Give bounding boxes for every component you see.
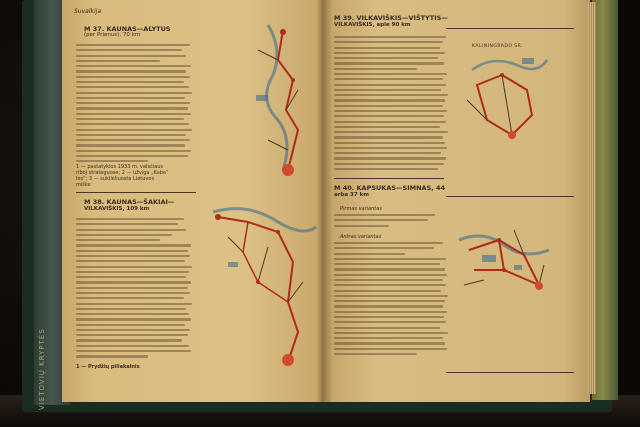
route-40-title: M 40. KAPSUKAS—SIMNAS, 44	[334, 184, 446, 192]
route-37-title: M 37. KAUNAS—ALYTUS	[84, 25, 171, 33]
left-page	[62, 0, 324, 402]
route-40-body-text	[334, 242, 452, 358]
map-top-rule	[446, 28, 574, 29]
section-divider	[76, 192, 196, 193]
map-middle-rule	[446, 196, 574, 197]
running-head: Suvalkija	[74, 8, 101, 15]
route-40-map	[454, 210, 559, 310]
route-38-footnote: 1 — Prydžių piliakalnis	[76, 364, 140, 370]
variant-1-text	[334, 214, 444, 230]
route-37-map	[248, 20, 318, 180]
map-bottom-rule	[446, 372, 574, 373]
page-edges	[588, 2, 596, 394]
spine-title: VIETOVIŲ KRYPTĖS	[38, 328, 46, 410]
route-40-variant-2: Antras variantas	[340, 234, 382, 240]
route-37-subtitle: (per Prienus), 70 km	[84, 32, 141, 38]
route-39-body-text	[334, 36, 452, 173]
route-39-title: M 39. VILKAVIŠKIS—VIŠTYTIS—	[334, 14, 448, 22]
route-38-map	[208, 192, 320, 372]
right-page	[322, 0, 590, 402]
route-38-title: M 38. KAUNAS—ŠAKIAI—	[84, 198, 175, 206]
route-39-subtitle: VILKAVIŠKIS, apie 90 km	[334, 22, 411, 28]
route-38-body-text	[76, 218, 196, 361]
map-region-label: KALININGRADO SR.	[472, 44, 524, 49]
route-37-body-text	[76, 44, 196, 165]
route-40-variant-1: Pirmas variantas	[340, 206, 382, 212]
route-37-footnotes: 1 — pastatyklos 1933 m. valsčiaus riboj strateguose; 2 — užviga „Kuba“ les“; 3 — sukilėliuosta Lietuvos miške	[76, 164, 169, 188]
route-39-end-rule	[334, 178, 444, 179]
route-40-subtitle: arba 37 km	[334, 192, 369, 198]
route-39-map	[462, 50, 552, 145]
route-38-subtitle: VILKAVIŠKIS, 109 km	[84, 206, 150, 212]
